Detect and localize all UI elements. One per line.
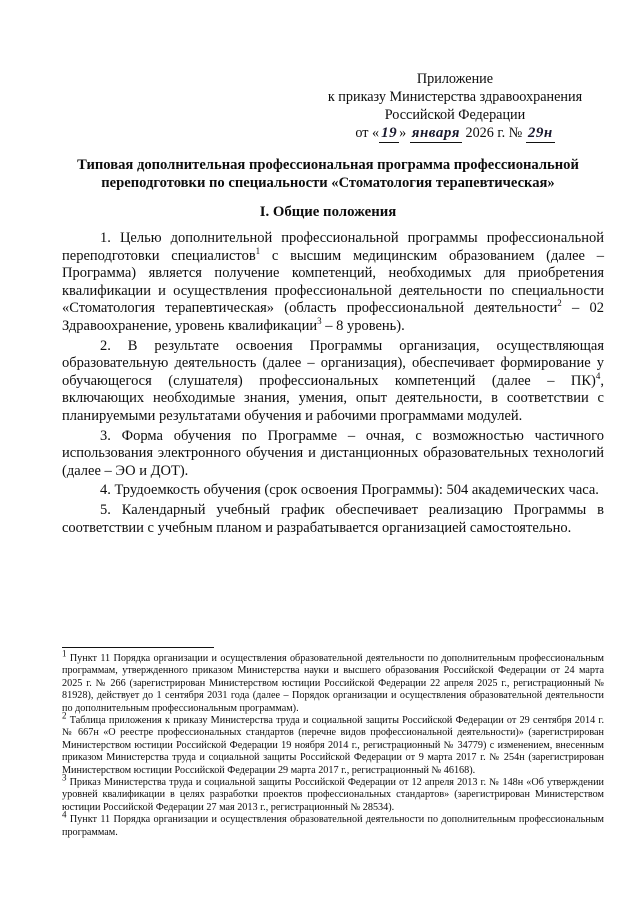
footnote-1 <box>62 648 604 715</box>
footnote-3 <box>62 772 604 814</box>
date-year: 2026 г. № <box>461 125 526 141</box>
footnote-ref-1: 1 <box>255 245 261 256</box>
footnote-3-mark: 3 <box>62 772 67 783</box>
footnote-4-mark: 4 <box>62 809 67 820</box>
footnote-4-text: Пункт 11 Порядка организации и осуществления образовательной деятельности по дополнительным профессиональным программам. <box>62 814 604 838</box>
appendix-order-ref: к приказу Министерства здравоохранения <box>327 89 583 105</box>
paragraph-1-text-d: – 8 уровень). <box>321 317 405 334</box>
footnote-ref-4: 4 <box>595 370 601 381</box>
paragraph-1-text-b: с высшим медицинским образованием (далее – Программа) является получение компетенций, необходимых для приобретения квалификации и осуществления профессиональной деятельности по специальности «Стоматология терапевтическая» (область профессиональной деятельности <box>62 247 604 317</box>
paragraph-5: 5. Календарный учебный график обеспечивает реализацию Программы в соответствии с учебным планом и разрабатывается организацией самостоятельно. <box>62 501 604 536</box>
footnote-1-text: Пункт 11 Порядка организации и осуществления образовательной деятельности по дополнительным профессиональным программам, утвержденного приказом Министерства науки и высшего образования Российской Федерации от 24 марта 2025 г. № 266 (зарегистрирован Министерством юстиции Российской Федерации 22 апреля 2025 г., регистрационный № 81928), действует до 1 сентября 2031 года (далее – Порядок организации и осуществления образовательной деятельности по дополнительным профессиональным программам). <box>62 653 604 714</box>
paragraph-4: 4. Трудоемкость обучения (срок освоения Программы): 504 академических часа. <box>100 482 599 499</box>
paragraph-3: 3. Форма обучения по Программе – очная, с возможностью частичного использования электронного обучения и дистанционных образовательных технологий (далее – ЭО и ДОТ). <box>62 427 604 479</box>
footnotes <box>62 648 604 839</box>
paragraph-2-text-a: 2. В результате освоения Программы организация, осуществляющая образовательную деятельность (далее – организация), обеспечивает формирование у обучающегося (слушателя) профессиональных компетенций (далее – ПК) <box>62 337 604 389</box>
appendix-block <box>300 70 610 143</box>
paragraph-1 <box>62 230 604 336</box>
footnote-3-text: Приказ Министерства труда и социальной защиты Российской Федерации от 12 апреля 2013 г. № 148н «Об утверждении уровней квалификации в целях разработки проектов профессиональных стандартов» (зарегистрирован Министерством юстиции Российской Федерации 27 мая 2013 г., регистрационный № 28534). <box>62 777 604 813</box>
date-day-handwritten: 19 <box>381 125 398 141</box>
document-body <box>62 230 604 539</box>
footnote-2-mark: 2 <box>62 710 67 721</box>
footnote-separator <box>62 647 214 648</box>
order-date-line <box>300 124 610 143</box>
footnote-ref-3: 3 <box>317 316 322 327</box>
paragraph-1-text-c: – 02 Здравоохранение, уровень квалификации <box>62 300 604 334</box>
date-mid: » <box>399 125 410 141</box>
order-number-handwritten: 29н <box>527 125 553 141</box>
footnote-2-text: Таблица приложения к приказу Министерства труда и социальной защиты Российской Федерации от 29 сентября 2014 г. № 667н «О реестре профессиональных стандартов (перечне видов профессиональной деятельности)» (зарегистрирован Министерством юстиции Российской Федерации 19 ноября 2014 г., регистрационный № 34779) с изменением, внесенным приказом Министерства труда и социальной защиты Российской Федерации от 9 марта 2017 г. № 254н (зарегистрирован Министерством юстиции Российской Федерации 29 марта 2017 г., регистрационный № 46168). <box>62 715 604 776</box>
date-prefix: от « <box>355 125 380 141</box>
paragraph-2 <box>62 338 604 426</box>
footnote-2 <box>62 710 604 777</box>
appendix-label: Приложение <box>416 71 494 87</box>
paragraph-1-text-a: 1. Целью дополнительной профессиональной программы профессиональной переподготовки специалистов <box>62 230 604 264</box>
footnote-1-mark: 1 <box>62 648 67 659</box>
footnote-ref-2: 2 <box>557 298 562 309</box>
section-heading: I. Общие положения <box>259 204 397 220</box>
document-title: Типовая дополнительная профессиональная программа профессиональной переподготовки по специальности «Стоматология терапевтическая» <box>77 157 579 191</box>
appendix-country: Российской Федерации <box>384 107 526 123</box>
footnote-4 <box>62 809 604 839</box>
date-month-handwritten: января <box>411 125 460 141</box>
paragraph-2-text-b: , включающих необходимые знания, умения, опыт деятельности, в соответствии с планируемыми результатами обучения и рабочими программами модулей. <box>62 372 604 424</box>
